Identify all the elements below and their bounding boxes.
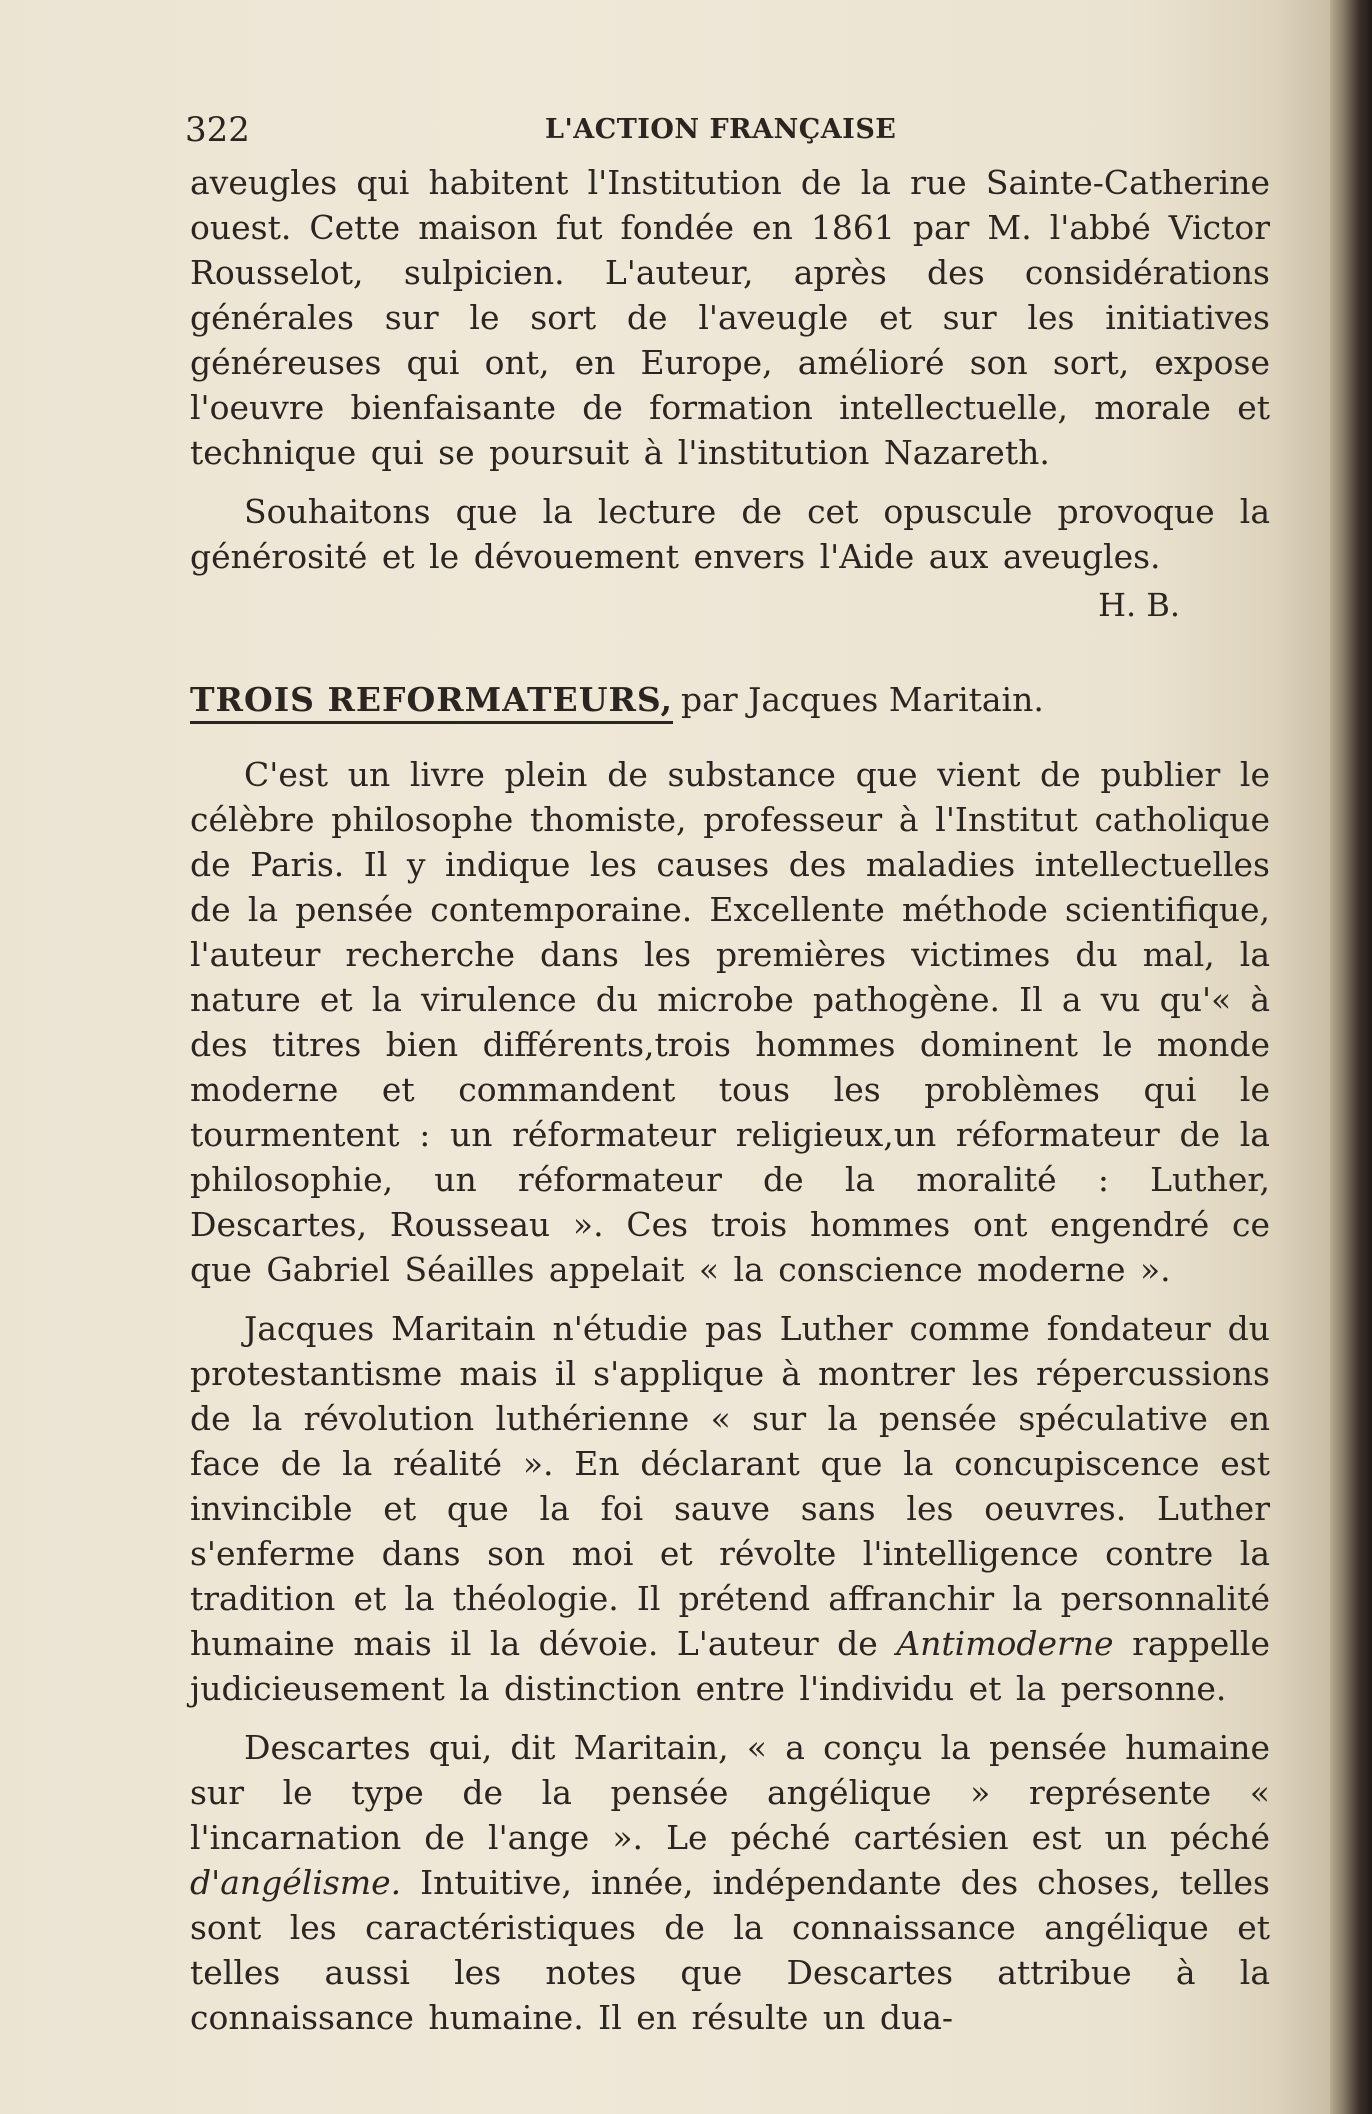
page-number: 322 [185,110,250,150]
review2-paragraph-3 [190,1725,1270,2040]
journal-title: L'ACTION FRANÇAISE [545,114,897,145]
paragraph-text: Descartes qui, dit Maritain, « a conçu la pensée humaine sur le type de la pensée angélique » représente « l'incarnation de l'ange ». Le péché cartésien est un péché [190,1728,1270,1857]
review2-paragraph-2 [190,1306,1270,1711]
review2-paragraph-1: C'est un livre plein de substance que vient de publier le célèbre philosophe thomiste, professeur à l'Institut catholique de Paris. Il y indique les causes des maladies intellectuelles de la pensée contemporaine. Excellente méthode scientifique, l'auteur recherche dans les premières victimes du mal, la nature et la virulence du microbe pathogène. Il a vu qu'« à des titres bien différents,trois hommes dominent le monde moderne et commandent tous les problèmes qui le tourmentent : un réformateur religieux,un réformateur de la philosophie, un réformateur de la moralité : Luther, Descartes, Rousseau ». Ces trois hommes ont engendré ce que Gabriel Séailles appelait « la conscience moderne ». [190,755,1270,1289]
book-gutter-edge [1330,0,1372,2114]
page-content [185,100,1270,2040]
review1-paragraph-2: Souhaitons que la lecture de cet opuscule provoque la générosité et le dévouement envers l'Aide aux aveugles. [190,492,1270,576]
review1-paragraph-1: aveugles qui habitent l'Institution de la rue Sainte-Catherine ouest. Cette maison fut fondée en 1861 par M. l'abbé Victor Rousselot, sulpicien. L'auteur, après des considérations générales sur le sort de l'aveugle et sur les initiatives généreuses qui ont, en Europe, amélioré son sort, expose l'oeuvre bienfaisante de formation intellectuelle, morale et technique qui se poursuit à l'institution Nazareth. [190,163,1270,472]
book-title: TROIS REFORMATEURS, [190,680,673,724]
running-head [185,100,1270,160]
review-heading [190,677,1270,722]
italic-term: d'angélisme. [190,1863,402,1902]
paragraph-text: Jacques Maritain n'étudie pas Luther comme fondateur du protestantisme mais il s'applique à montrer les répercussions de la révolution luthérienne « sur la pensée spéculative en face de la réalité ». En déclarant que la concupiscence est invincible et que la foi sauve sans les oeuvres. Luther s'enferme dans son moi et révolte l'intelligence contre la tradition et la théologie. Il prétend affranchir la personnalité humaine mais il la dévoie. L'auteur de [190,1309,1270,1663]
book-author: par Jacques Maritain. [681,680,1044,719]
review-signature: H. B. [1098,586,1180,624]
paragraph-text: Intuitive, innée, indépendante des choses, telles sont les caractéristiques de la connaissance angélique et telles aussi les notes que Descartes attribue à la connaissance humaine. Il en résulte un dua- [190,1863,1270,2037]
italic-work-title: Antimoderne [896,1624,1114,1663]
paragraph-text: rappelle judicieusement la distinction entre l'individu et la personne. [190,1624,1270,1708]
